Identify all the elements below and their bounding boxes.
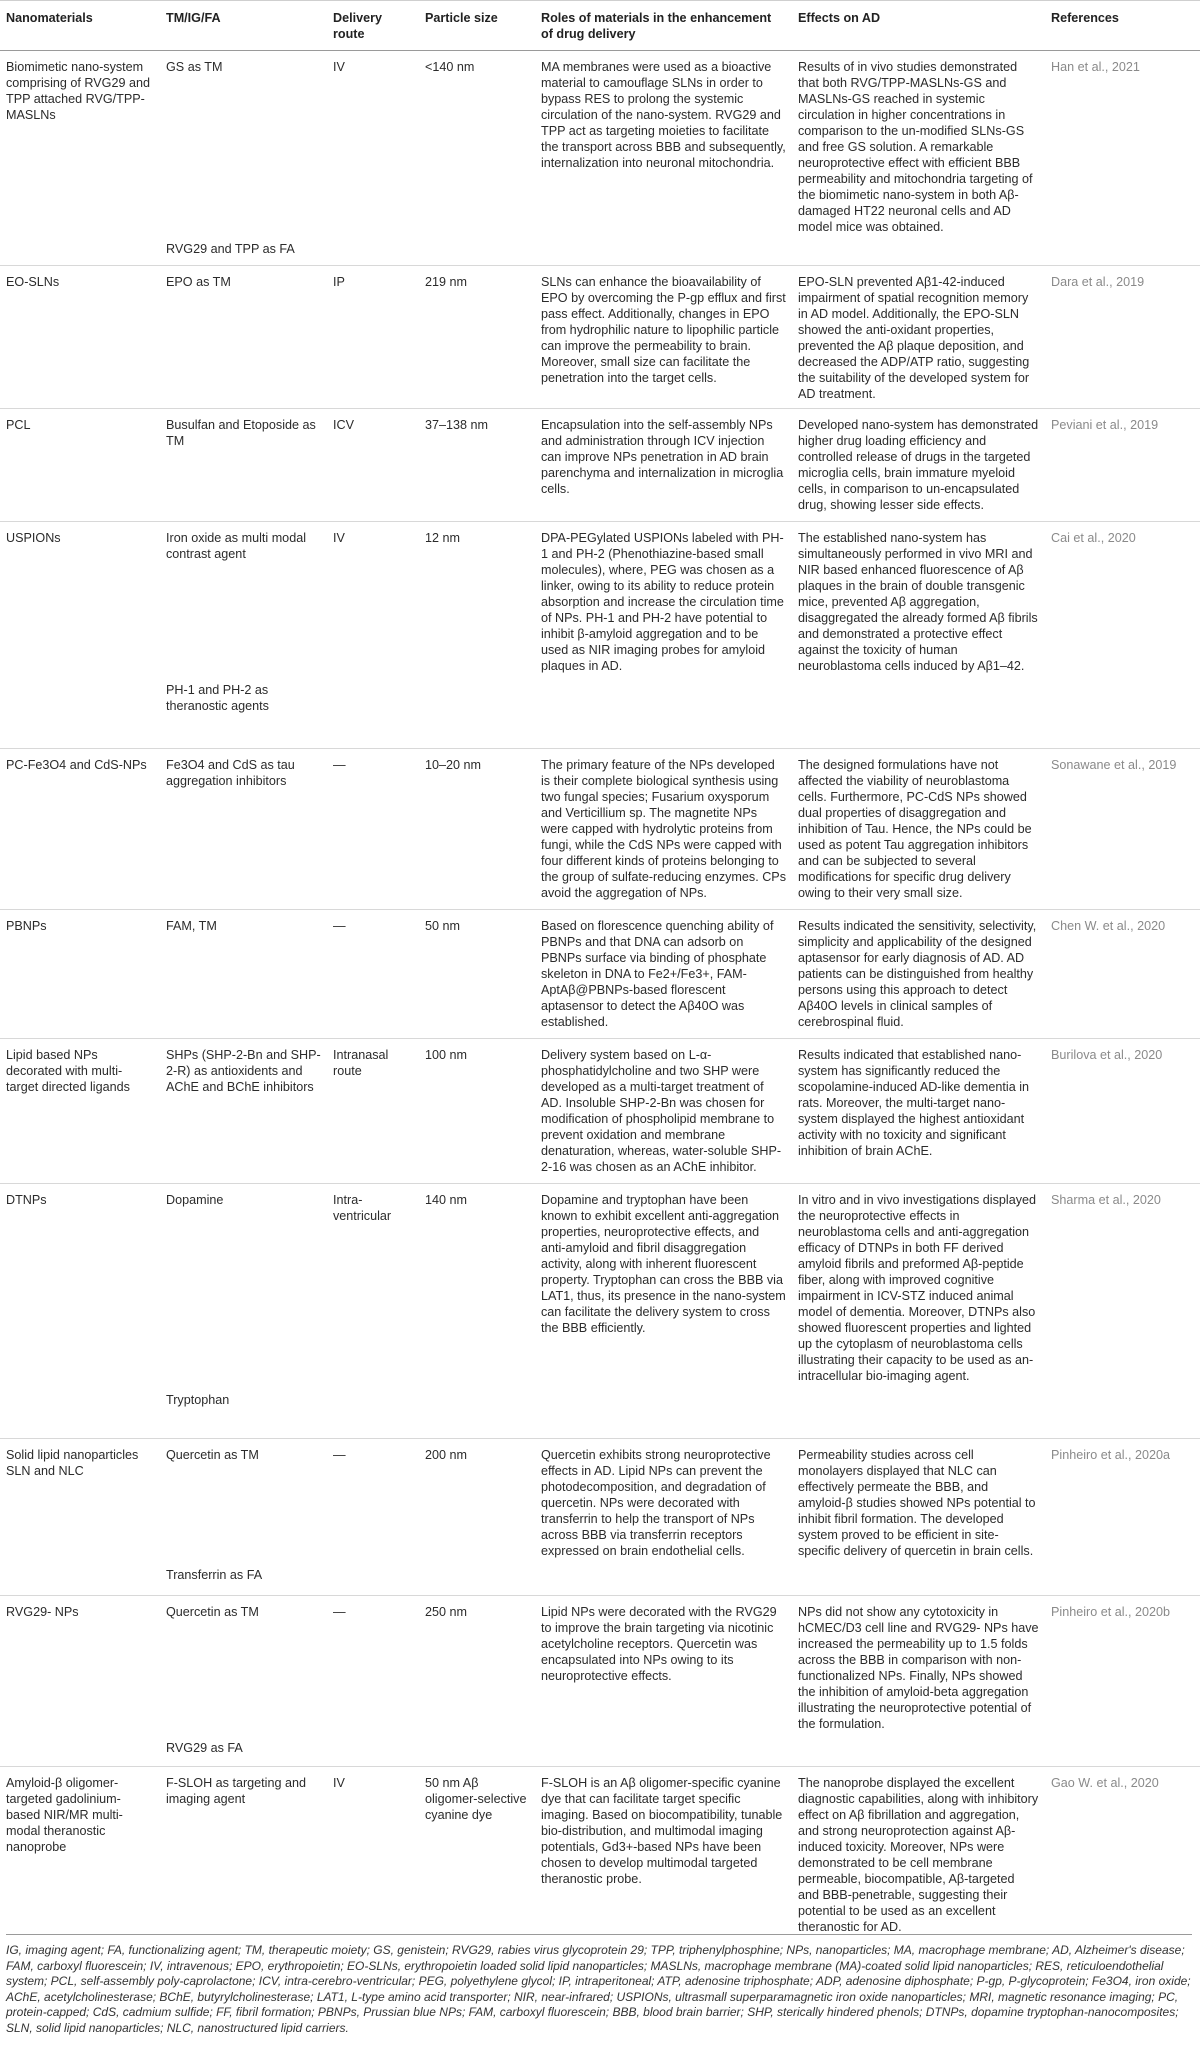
cell-effects: Results indicated the sensitivity, selectivity, simplicity and applicability of the designed aptasensor for early diagnosis of AD. AD patients can be distinguished from healthy persons using this approach to detect Aβ40O levels in clinical samples of cerebrospinal fluid. [792, 910, 1045, 1039]
cell-empty [1045, 682, 1200, 749]
cell-route: IP [327, 266, 419, 409]
cell-empty [792, 241, 1045, 266]
cell-reference: Cai et al., 2020 [1045, 522, 1200, 683]
cell-roles: DPA-PEGylated USPIONs labeled with PH-1 and PH-2 (Phenothiazine-based small molecules), where, PEG was chosen as a linker, owing to its ability to reduce protein absorption and increase the circulation time of NPs. PH-1 and PH-2 have potential to inhibit β-amyloid aggregation and to be used as NIR imaging probes for amyloid plaques in AD. [535, 522, 792, 683]
header-tm-ig-fa: TM/IG/FA [160, 1, 327, 51]
cell-effects: The established nano-system has simultaneously performed in vivo MRI and NIR based enhanced fluorescence of Aβ plaques in the brain of double transgenic mice, prevented Aβ aggregation, disaggregated the already formed Aβ fibrils and demonstrated a protective effect against the toxicity of human neuroblastoma cells induced by Aβ1–42. [792, 522, 1045, 683]
cell-roles: Lipid NPs were decorated with the RVG29 to improve the brain targeting via nicotinic acetylcholine receptors. Quercetin was encapsulated into NPs owing to its neuroprotective effects. [535, 1596, 792, 1741]
cell-route: — [327, 910, 419, 1039]
table-row [0, 266, 1200, 409]
cell-roles: F-SLOH is an Aβ oligomer-specific cyanine dye that can facilitate target specific imaging. Based on biocompatibility, tunable bio-distribution, and multimodal imaging potentials, Gd3+-based NPs have been chosen to develop multimodal targeted theranostic probe. [535, 1767, 792, 1948]
cell-agent: Iron oxide as multi modal contrast agent [160, 522, 327, 683]
cell-effects: Results indicated that established nano-system has significantly reduced the scopolamine-induced AD-like dementia in rats. Moreover, the multi-target nano-system displayed the highest antioxidant activity with no toxicity and significant inhibition of brain AChE. [792, 1039, 1045, 1184]
cell-effects: NPs did not show any cytotoxicity in hCMEC/D3 cell line and RVG29- NPs have increased the permeability up to 1.5 folds across the BBB in comparison with non-functionalized NPs. Finally, NPs showed the inhibition of amyloid-beta aggregation illustrating the neuroprotective potential of the formulation. [792, 1596, 1045, 1741]
table-row [0, 522, 1200, 683]
cell-roles: MA membranes were used as a bioactive material to camouflage SLNs in order to bypass RES to prolong the systemic circulation of the nano-system. RVG29 and TPP act as targeting moieties to facilitate the transport across BBB and subsequently, internalization into neuronal mitochondria. [541, 60, 786, 170]
cell-empty [0, 682, 160, 749]
cell-effects: EPO-SLN prevented Aβ1-42-induced impairment of spatial recognition memory in AD model. Additionally, the EPO-SLN showed the anti-oxidant properties, prevented the Aβ plaque deposition, and decreased the ADP/ATP ratio, suggesting the suitability of the developed system for AD treatment. [792, 266, 1045, 409]
cell-empty [0, 1567, 160, 1596]
cell-empty [327, 1740, 419, 1767]
cell-empty [0, 1392, 160, 1439]
cell-nanomaterial: EO-SLNs [0, 266, 160, 409]
cell-empty [419, 1740, 535, 1767]
cell-empty [792, 682, 1045, 749]
table-row-secondary [0, 1740, 1200, 1767]
cell-size: <140 nm [425, 60, 475, 74]
cell-agent: EPO as TM [160, 266, 327, 409]
cell-empty [0, 241, 160, 266]
cell-empty [792, 1740, 1045, 1767]
table-footnote: IG, imaging agent; FA, functionalizing agent; TM, therapeutic moiety; GS, genistein; RVG29, rabies virus glycoprotein 29; TPP, triphenylphosphine; NPs, nanoparticles; MA, macrophage membrane; AD, Alzheimer's disease; FAM, carboxyl fluorescein; IV, intravenous; EPO, erythropoietin; EO-SLNs, erythropoietin loaded solid lipid nanoparticles; MASLNs, macrophage membrane (MA)-coated solid lipid nanoparticles; RES, reticuloendothelial system; PCL, self-assembly poly-caprolactone; ICV, intra-cerebro-ventricular; PEG, polyethylene glycol; IP, intraperitoneal; ATP, adenosine triphosphate; ADP, adenosine diphosphate; P-gp, P-glycoprotein; Fe3O4, iron oxide; AChE, acetylcholinesterase; BChE, butyrylcholinesterase; LAT1, L-type amino acid transporter; NIR, near-infrared; USPIONs, ultrasmall superparamagnetic iron oxide nanoparticles; MRI, magnetic resonance imaging; PC, protein-capped; CdS, cadmium sulfide; FF, fibril formation; PBNPs, Prussian blue NPs; FAM, carboxyl fluorescein; BBB, blood brain barrier; SHP, sterically hindered phenols; DTNPs, dopamine tryptophan-nanocomposites; SLN, solid lipid nanoparticles; NLC, nanostructured lipid carriers. [6, 1934, 1192, 2036]
cell-empty [535, 241, 792, 266]
cell-empty [1045, 241, 1200, 266]
cell-size: 10–20 nm [419, 749, 535, 910]
cell-size: 50 nm Aβ oligomer-selective cyanine dye [419, 1767, 535, 1948]
cell-nanomaterial: PC-Fe3O4 and CdS-NPs [0, 749, 160, 910]
table-row [0, 1767, 1200, 1948]
cell-size: 140 nm [419, 1184, 535, 1393]
cell-agent-secondary: Tryptophan [166, 1393, 230, 1407]
cell-empty [535, 1567, 792, 1596]
cell-effects: Permeability studies across cell monolayers displayed that NLC can effectively permeate the BBB, and amyloid-β studies showed NPs potential to inhibit fibril formation. The developed system proved to be efficient in site-specific delivery of quercetin in brain cells. [792, 1439, 1045, 1568]
cell-effects: In vitro and in vivo investigations displayed the neuroprotective effects in neuroblastoma cells and anti-aggregation efficacy of DTNPs in both FF derived amyloid fibrils and preformed Aβ-peptide fiber, along with improved cognitive impairment in ICV-STZ induced animal model of dementia. Moreover, DTNPs also showed fluorescent properties and lighted up the cytoplasm of neuroblastoma cells illustrating their capacity to be used as an-intracellular bio-imaging agent. [792, 1184, 1045, 1393]
header-references: References [1045, 1, 1200, 51]
table-row [0, 749, 1200, 910]
cell-empty [535, 1740, 792, 1767]
cell-reference: Gao W. et al., 2020 [1045, 1767, 1200, 1948]
cell-effects: Developed nano-system has demonstrated higher drug loading efficiency and controlled release of drugs in the targeted microglia cells, brain immature myeloid cells, in comparison to un-encapsulated drug, showing lesser side effects. [792, 409, 1045, 522]
cell-agent: F-SLOH as targeting and imaging agent [160, 1767, 327, 1948]
cell-agent: GS as TM [166, 60, 223, 74]
table-row [0, 910, 1200, 1039]
table-row [0, 51, 1200, 242]
cell-reference: Peviani et al., 2019 [1045, 409, 1200, 522]
cell-empty [419, 1392, 535, 1439]
cell-roles: Delivery system based on L-α-phosphatidylcholine and two SHP were developed as a multi-target treatment of AD. Insoluble SHP-2-Bn was chosen for modification of phospholipid membrane to prevent oxidation and membrane denaturation, whereas, water-soluble SHP-2-16 was chosen as an AChE inhibitor. [535, 1039, 792, 1184]
header-delivery-route: Delivery route [327, 1, 419, 51]
cell-agent-secondary: RVG29 as FA [166, 1741, 243, 1755]
cell-effects: Results of in vivo studies demonstrated that both RVG/TPP-MASLNs-GS and MASLNs-GS reached in systemic circulation in higher concentrations in comparison to the un-modified SLNs-GS and free GS solution. A remarkable neuroprotective effect with efficient BBB permeability and mitochondria targeting of the biomimetic nano-system in both Aβ-damaged HT22 neuronal cells and AD model mice was obtained. [798, 60, 1033, 234]
cell-empty [792, 1567, 1045, 1596]
cell-empty [419, 1567, 535, 1596]
cell-roles: Encapsulation into the self-assembly NPs and administration through ICV injection can improve NPs penetration in AD brain parenchyma and internalization in microglia cells. [535, 409, 792, 522]
cell-route: IV [333, 60, 345, 74]
cell-agent-secondary: RVG29 and TPP as FA [166, 242, 295, 256]
cell-empty [1045, 1740, 1200, 1767]
cell-route: Intranasal route [327, 1039, 419, 1184]
cell-route: IV [327, 522, 419, 683]
cell-nanomaterial: PCL [0, 409, 160, 522]
cell-agent-secondary: PH-1 and PH-2 as theranostic agents [166, 683, 269, 713]
cell-agent: Quercetin as TM [160, 1596, 327, 1741]
cell-roles: The primary feature of the NPs developed is their complete biological synthesis using two fungal species; Fusarium oxysporum and Verticillium sp. The magnetite NPs were capped with hydrolytic proteins from fungi, while the CdS NPs were capped with four different kinds of proteins belonging to the group of sulfate-reducing enzymes. CPs avoid the aggregation of NPs. [535, 749, 792, 910]
cell-roles: SLNs can enhance the bioavailability of EPO by overcoming the P-gp efflux and first pass effect. Additionally, changes in EPO from hydrophilic nature to lipophilic particle can improve the permeability to brain. Moreover, small size can facilitate the penetration into the target cells. [535, 266, 792, 409]
header-particle-size: Particle size [419, 1, 535, 51]
cell-reference: Pinheiro et al., 2020a [1045, 1439, 1200, 1568]
cell-reference: Chen W. et al., 2020 [1045, 910, 1200, 1039]
cell-agent: FAM, TM [160, 910, 327, 1039]
cell-nanomaterial: Amyloid-β oligomer-targeted gadolinium-based NIR/MR multi-modal theranostic nanoprobe [0, 1767, 160, 1948]
cell-roles: Based on florescence quenching ability of PBNPs and that DNA can adsorb on PBNPs surface via binding of phosphate skeleton in DNA to Fe2+/Fe3+, FAM-AptAβ@PBNPs-based florescent aptasensor to detect the Aβ40O was established. [535, 910, 792, 1039]
cell-reference: Dara et al., 2019 [1045, 266, 1200, 409]
cell-reference: Sonawane et al., 2019 [1045, 749, 1200, 910]
cell-size: 12 nm [419, 522, 535, 683]
cell-agent-secondary: Transferrin as FA [166, 1568, 263, 1582]
cell-nanomaterial: DTNPs [0, 1184, 160, 1393]
cell-route: — [327, 1439, 419, 1568]
cell-size: 219 nm [419, 266, 535, 409]
cell-nanomaterial: PBNPs [0, 910, 160, 1039]
cell-effects: The designed formulations have not affected the viability of neuroblastoma cells. Furthermore, PC-CdS NPs showed dual properties of disaggregation and inhibition of Tau. Hence, the NPs could be used as potent Tau aggregation inhibitors and can be subjected to several modifications for specific drug delivery owing to their very small size. [792, 749, 1045, 910]
cell-nanomaterial: Biomimetic nano-system comprising of RVG29 and TPP attached RVG/TPP-MASLNs [6, 60, 150, 122]
cell-reference: Han et al., 2021 [1051, 60, 1140, 74]
header-roles: Roles of materials in the enhancement of drug delivery [535, 1, 792, 51]
table-row [0, 1439, 1200, 1568]
cell-empty [327, 1392, 419, 1439]
cell-agent: Fe3O4 and CdS as tau aggregation inhibitors [160, 749, 327, 910]
cell-empty [535, 1392, 792, 1439]
cell-size: 37–138 nm [419, 409, 535, 522]
cell-size: 250 nm [419, 1596, 535, 1741]
cell-nanomaterial: Lipid based NPs decorated with multi-target directed ligands [0, 1039, 160, 1184]
cell-agent: Quercetin as TM [160, 1439, 327, 1568]
table-body [0, 51, 1200, 1948]
cell-size: 50 nm [419, 910, 535, 1039]
cell-empty [792, 1392, 1045, 1439]
cell-agent: Busulfan and Etoposide as TM [160, 409, 327, 522]
cell-empty [327, 682, 419, 749]
cell-empty [0, 1740, 160, 1767]
header-nanomaterials: Nanomaterials [0, 1, 160, 51]
cell-empty [535, 682, 792, 749]
cell-route: IV [327, 1767, 419, 1948]
cell-roles: Quercetin exhibits strong neuroprotective effects in AD. Lipid NPs can prevent the photodecomposition, and degradation of quercetin. NPs were decorated with transferrin to help the transport of NPs across BBB via transferrin receptors expressed on brain endothelial cells. [535, 1439, 792, 1568]
table-row [0, 1039, 1200, 1184]
cell-reference: Sharma et al., 2020 [1045, 1184, 1200, 1393]
table-row-secondary [0, 241, 1200, 266]
cell-route: — [327, 749, 419, 910]
table-row [0, 1596, 1200, 1741]
table-row-secondary [0, 682, 1200, 749]
table-row [0, 409, 1200, 522]
table-row-secondary [0, 1392, 1200, 1439]
cell-effects: The nanoprobe displayed the excellent diagnostic capabilities, along with inhibitory effect on Aβ fibrillation and aggregation, and strong neuroprotection against Aβ-induced toxicity. Moreover, NPs were demonstrated to be cell membrane permeable, biocompatible, Aβ-targeted and BBB-penetrable, suggesting their potential to be used as an excellent theranostic for AD. [792, 1767, 1045, 1948]
cell-nanomaterial: RVG29- NPs [0, 1596, 160, 1741]
cell-empty [1045, 1567, 1200, 1596]
cell-size: 200 nm [419, 1439, 535, 1568]
cell-nanomaterial: Solid lipid nanoparticles SLN and NLC [0, 1439, 160, 1568]
cell-empty [419, 241, 535, 266]
cell-route: ICV [327, 409, 419, 522]
cell-nanomaterial: USPIONs [0, 522, 160, 683]
cell-empty [327, 241, 419, 266]
header-row [0, 1, 1200, 51]
cell-reference: Pinheiro et al., 2020b [1045, 1596, 1200, 1741]
cell-route: Intra-ventricular [327, 1184, 419, 1393]
cell-reference: Burilova et al., 2020 [1045, 1039, 1200, 1184]
cell-route: — [327, 1596, 419, 1741]
table-row [0, 1184, 1200, 1393]
table-row-secondary [0, 1567, 1200, 1596]
cell-roles: Dopamine and tryptophan have been known to exhibit excellent anti-aggregation properties, neuroprotective effects, and anti-amyloid and fibril disaggregation activity, along with inherent fluorescent property. Tryptophan can cross the BBB via LAT1, thus, its presence in the nano-system can facilitate the delivery system to cross the BBB efficiently. [535, 1184, 792, 1393]
cell-agent: Dopamine [160, 1184, 327, 1393]
cell-size: 100 nm [419, 1039, 535, 1184]
cell-empty [327, 1567, 419, 1596]
cell-agent: SHPs (SHP-2-Bn and SHP-2-R) as antioxidents and AChE and BChE inhibitors [160, 1039, 327, 1184]
header-effects: Effects on AD [792, 1, 1045, 51]
cell-empty [1045, 1392, 1200, 1439]
cell-empty [419, 682, 535, 749]
